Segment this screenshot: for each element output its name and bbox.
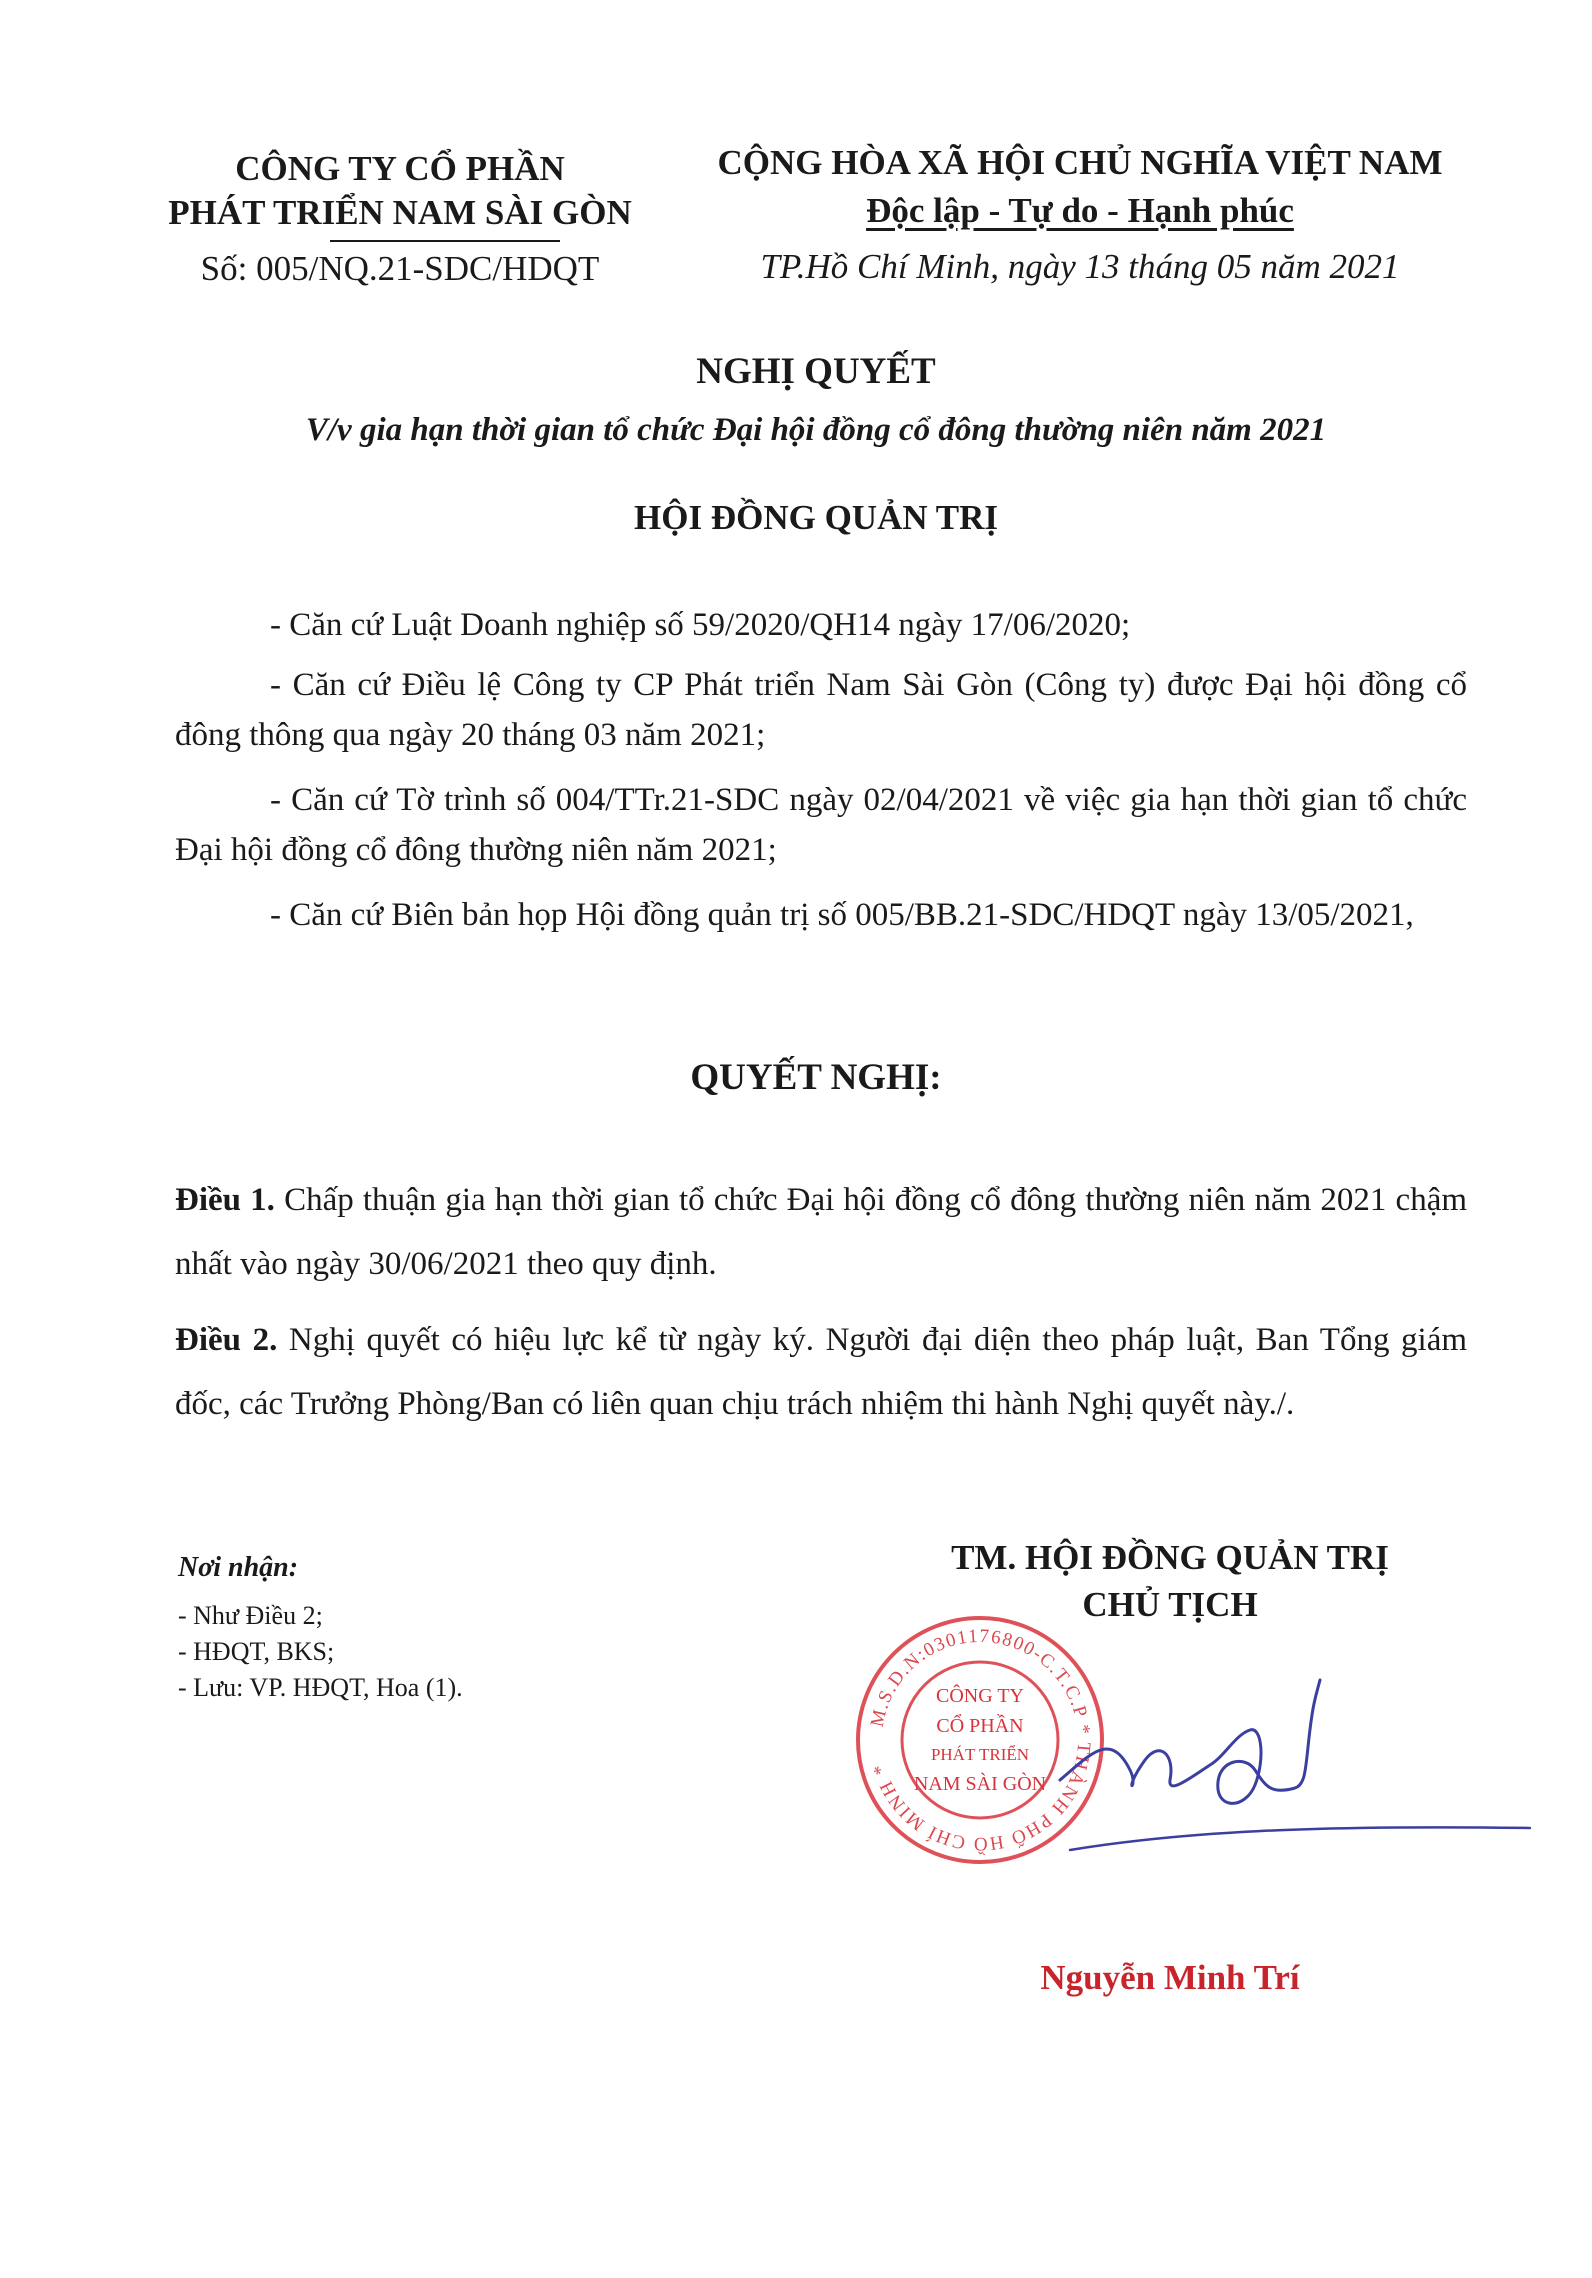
company-underline xyxy=(330,240,560,242)
document-subject: V/v gia hạn thời gian tổ chức Đại hội đồng cổ đông thường niên năm 2021 xyxy=(305,412,1327,448)
recipient-item: - Như Điều 2; xyxy=(178,1601,323,1630)
resolution-heading: QUYẾT NGHỊ: xyxy=(690,1057,942,1098)
article-2 xyxy=(175,1308,1467,1436)
article-text: Chấp thuận gia hạn thời gian tổ chức Đại hội đồng cổ đông thường niên năm 2021 chậm nhất vào ngày 30/06/2021 theo quy định. xyxy=(175,1182,1468,1282)
basis-item: - Căn cứ Luật Doanh nghiệp số 59/2020/QH14 ngày 17/06/2020; xyxy=(270,607,1131,643)
company-name-line2: PHÁT TRIỂN NAM SÀI GÒN xyxy=(168,193,632,232)
recipient-item: - HĐQT, BKS; xyxy=(178,1637,335,1666)
signature-title: TM. HỘI ĐỒNG QUẢN TRỊ xyxy=(951,1538,1389,1577)
place-date: TP.Hồ Chí Minh, ngày 13 tháng 05 năm 2021 xyxy=(760,247,1400,286)
nation-name: CỘNG HÒA XÃ HỘI CHỦ NGHĨA VIỆT NAM xyxy=(717,143,1443,182)
recipient-item: - Lưu: VP. HĐQT, Hoa (1). xyxy=(178,1673,463,1702)
stamp-line3: PHÁT TRIỂN xyxy=(930,1745,1030,1764)
article-label: Điều 2. xyxy=(175,1322,278,1358)
basis-item: - Căn cứ Biên bản họp Hội đồng quản trị số 005/BB.21-SDC/HDQT ngày 13/05/2021, xyxy=(270,897,1414,933)
stamp-line1: CÔNG TY xyxy=(936,1685,1024,1707)
stamp-ring-text: M.S.D.N:0301176800-C.T.C.P * THÀNH PHỐ HỒ CHÍ MINH * xyxy=(866,1625,1095,1855)
document-number: Số: 005/NQ.21-SDC/HDQT xyxy=(200,249,600,288)
basis-item: - Căn cứ Tờ trình số 004/TTr.21-SDC ngày 02/04/2021 về việc gia hạn thời gian tổ chức Đại hội đồng cổ đông thường niên năm 2021; xyxy=(175,782,1467,868)
issuing-body: HỘI ĐỒNG QUẢN TRỊ xyxy=(634,498,998,537)
article-label: Điều 1. xyxy=(175,1182,275,1218)
recipients-heading: Nơi nhận: xyxy=(178,1552,299,1583)
handwritten-signature xyxy=(1050,1660,1550,1880)
signature-role: CHỦ TỊCH xyxy=(1082,1585,1258,1624)
signer-name: Nguyễn Minh Trí xyxy=(1040,1958,1300,1997)
company-name-line1: CÔNG TY CỔ PHẦN xyxy=(235,149,565,188)
stamp-line4: NAM SÀI GÒN xyxy=(913,1773,1047,1795)
stamp-line2: CỔ PHẦN xyxy=(936,1715,1024,1737)
nation-motto: Độc lập - Tự do - Hạnh phúc xyxy=(866,191,1294,230)
document-title: NGHỊ QUYẾT xyxy=(696,351,936,392)
basis-item: - Căn cứ Điều lệ Công ty CP Phát triển Nam Sài Gòn (Công ty) được Đại hội đồng cổ đông thông qua ngày 20 tháng 03 năm 2021; xyxy=(175,667,1467,753)
article-1 xyxy=(175,1168,1467,1296)
article-text: Nghị quyết có hiệu lực kể từ ngày ký. Người đại diện theo pháp luật, Ban Tổng giám đốc, các Trưởng Phòng/Ban có liên quan chịu trách nhiệm thi hành Nghị quyết này./. xyxy=(175,1322,1468,1422)
